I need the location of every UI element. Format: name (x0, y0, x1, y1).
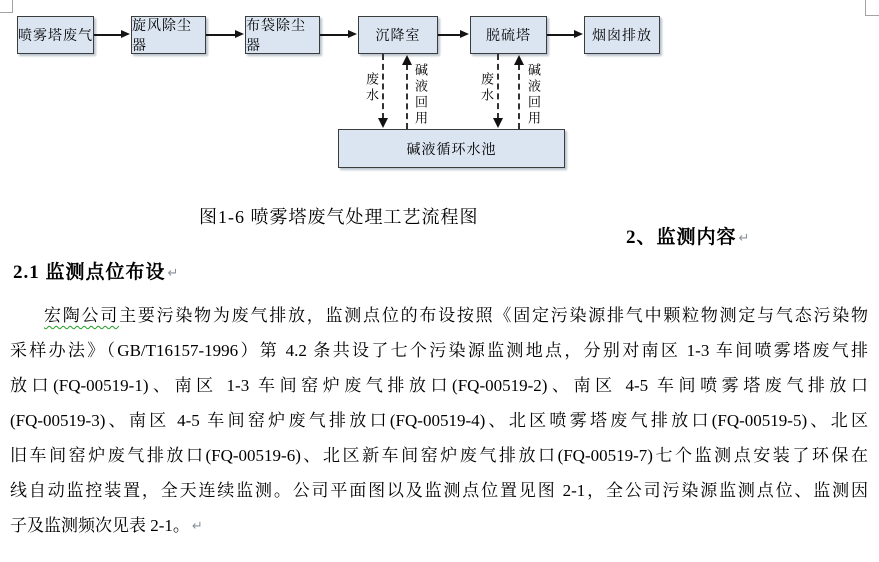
paragraph-line (10, 508, 868, 543)
drawing-canvas-corner-left-icon (0, 0, 13, 13)
label-alkali-recycle: 碱液回用 (413, 63, 428, 127)
flow-box-alkali-circulation-pool: 碱液循环水池 (338, 129, 565, 168)
dashed-line-alkali-return-up-icon (518, 64, 520, 129)
paragraph-line-text: 子及监测频次见表 2-1。 (10, 516, 190, 535)
flow-box-chimney-discharge: 烟囱排放 (584, 16, 660, 54)
paragraph-line: 采样办法》（GB/T16157-1996）第 4.2 条共设了七个污染源监测地点，分别对南区 1-3 车间喷雾塔废气排 (10, 341, 868, 360)
paragraph-mark-icon: ↵ (167, 266, 180, 281)
label-wastewater: 废水 (479, 72, 494, 104)
flow-box-settling-chamber: 沉降室 (358, 16, 438, 54)
section-heading (626, 222, 750, 249)
flow-arrow-right-icon (438, 34, 461, 36)
arrowhead-down-icon (493, 118, 503, 128)
paragraph-line: 旧车间窑炉废气排放口(FQ-00519-6)、北区新车间窑炉废气排放口(FQ-00519-7)七个监测点安装了环保在 (10, 446, 868, 465)
flow-box-bag-dust-collector: 布袋除尘器 (245, 16, 320, 54)
subsection-heading-text: 2.1 监测点位布设 (13, 262, 166, 283)
dashed-line-wastewater-down-icon (497, 54, 499, 119)
paragraph-line: 放口(FQ-00519-1)、南区 1-3 车间窑炉废气排放口(FQ-00519-2)、南区 4-5 车间喷雾塔废气排放口 (10, 376, 868, 395)
flow-arrow-right-icon (547, 34, 575, 36)
paragraph-line: (FQ-00519-3)、南区 4-5 车间窑炉废气排放口(FQ-00519-4)、北区喷雾塔废气排放口(FQ-00519-5)、北区 (10, 411, 868, 430)
label-wastewater: 废水 (364, 72, 379, 104)
section-heading-text: 2、监测内容 (626, 227, 737, 248)
paragraph-mark-icon: ↵ (738, 231, 751, 246)
flow-box-cyclone-dust-collector: 旋风除尘器 (131, 16, 206, 54)
flow-box-spray-tower-gas: 喷雾塔废气 (17, 16, 94, 54)
spellcheck-flagged-text: 宏陶公司 (44, 306, 120, 325)
flow-arrow-right-icon (94, 34, 122, 36)
label-alkali-recycle: 碱液回用 (526, 63, 541, 127)
flow-arrow-right-icon (206, 34, 236, 36)
drawing-canvas-corner-right-icon (865, 0, 879, 16)
figure-caption: 图1-6 喷雾塔废气处理工艺流程图 (199, 207, 479, 227)
paragraph-line (10, 298, 868, 333)
subsection-heading (13, 257, 179, 284)
flow-box-desulfurization-tower: 脱硫塔 (470, 16, 547, 54)
arrowhead-up-icon (514, 55, 524, 65)
paragraph-line: 线自动监控装置，全天连续监测。公司平面图以及监测点位置见图 2-1，全公司污染源监测点位、监测因 (10, 481, 868, 500)
paragraph-mark-icon: ↵ (191, 519, 203, 534)
dashed-line-wastewater-down-icon (382, 54, 384, 119)
dashed-line-alkali-return-up-icon (406, 64, 408, 129)
body-paragraph (10, 298, 868, 543)
paragraph-line-text: 主要污染物为废气排放，监测点位的布设按照《固定污染源排气中颗粒物测定与气态污染物 (119, 306, 869, 325)
arrowhead-down-icon (378, 118, 388, 128)
flow-arrow-right-icon (320, 34, 349, 36)
